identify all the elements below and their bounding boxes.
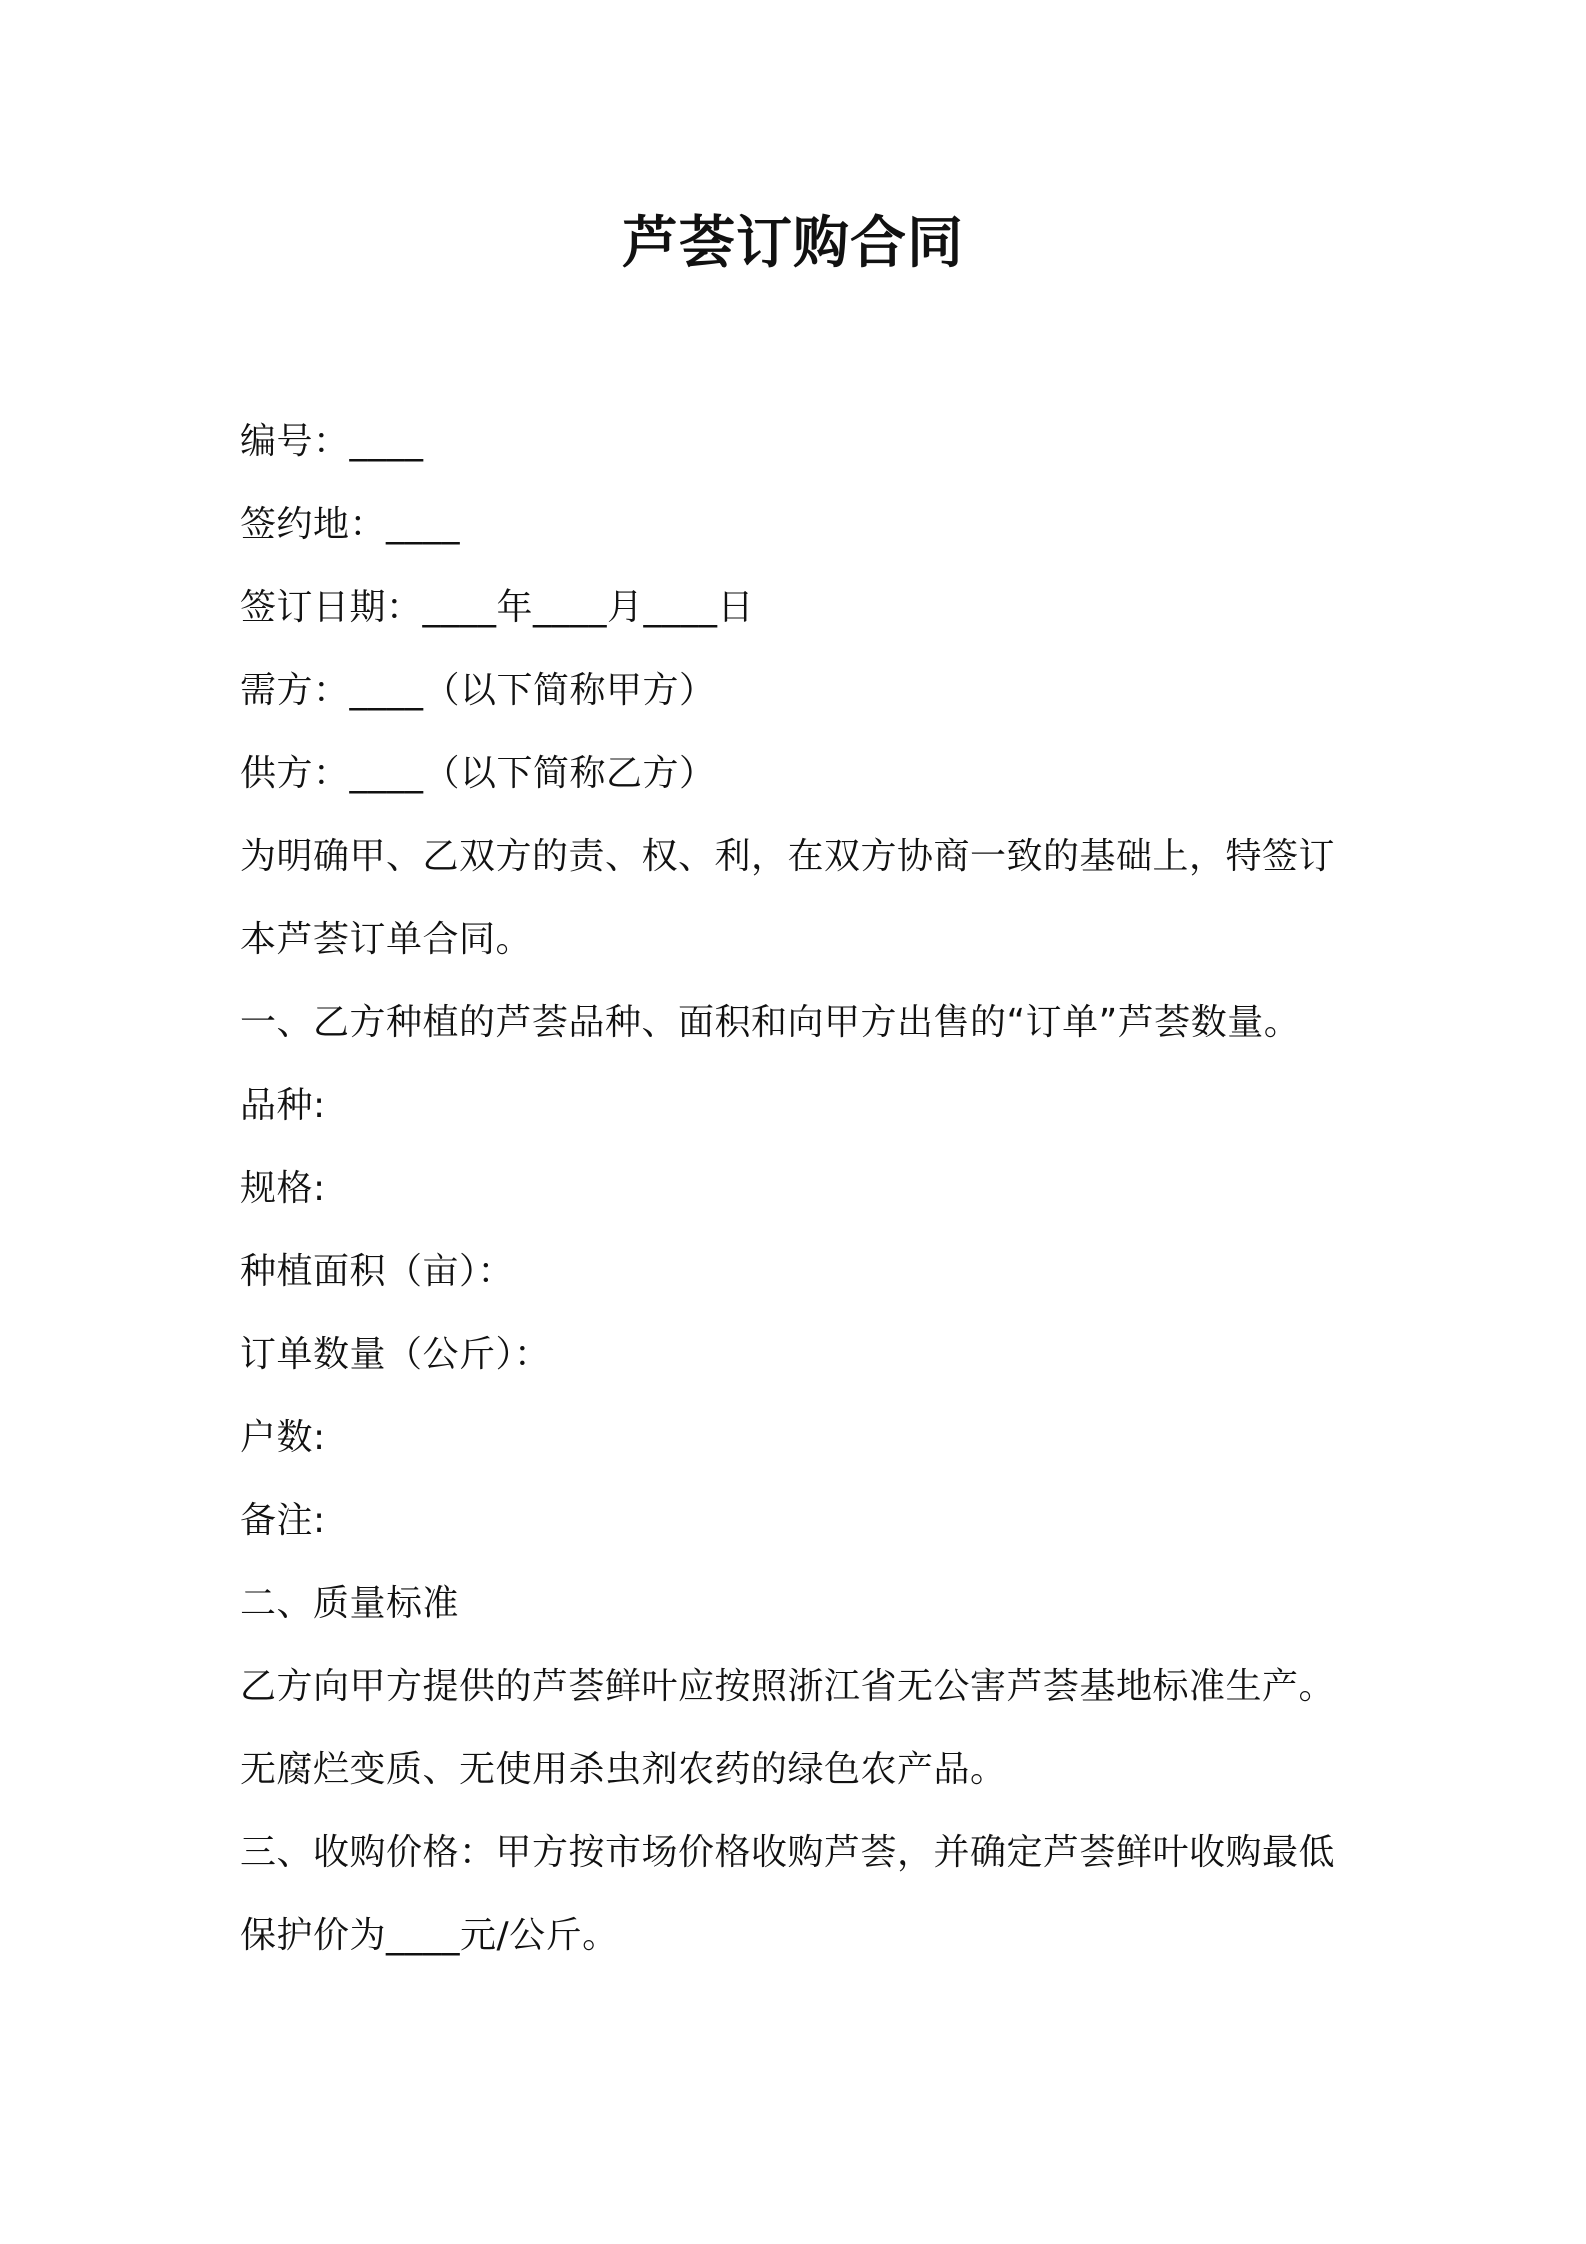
- section-2-heading: 二、质量标准: [240, 1583, 460, 1624]
- planting-area-field: 种植面积（亩）：: [240, 1251, 515, 1292]
- buyer-line: 需方：____（以下简称甲方）: [240, 670, 716, 711]
- quality-line-1: 乙方向甲方提供的芦荟鲜叶应按照浙江省无公害芦荟基地标准生产。: [240, 1666, 1336, 1707]
- document-body: [240, 400, 1360, 1977]
- remarks-field: 备注:: [240, 1500, 326, 1541]
- contract-number-line: 编号：____: [240, 421, 424, 462]
- supplier-line: 供方：____（以下简称乙方）: [240, 753, 716, 794]
- preamble-line-1: 为明确甲、乙双方的责、权、利，在双方协商一致的基础上，特签订: [240, 836, 1336, 877]
- household-count-field: 户数:: [240, 1417, 326, 1458]
- variety-field: 品种:: [240, 1085, 326, 1126]
- specification-field: 规格:: [240, 1168, 326, 1209]
- signing-date-line: 签订日期：____年____月____日: [240, 587, 755, 628]
- price-line: 保护价为____元/公斤。: [240, 1915, 619, 1956]
- preamble-line-2: 本芦荟订单合同。: [240, 919, 533, 960]
- document-title: 芦荟订购合同: [622, 211, 964, 276]
- section-1-heading: 一、乙方种植的芦荟品种、面积和向甲方出售的“订单”芦荟数量。: [240, 1002, 1301, 1043]
- section-3-heading: 三、收购价格：甲方按市场价格收购芦荟，并确定芦荟鲜叶收购最低: [240, 1832, 1336, 1873]
- quality-line-2: 无腐烂变质、无使用杀虫剂农药的绿色农产品。: [240, 1749, 1007, 1790]
- order-quantity-field: 订单数量（公斤）：: [240, 1334, 551, 1375]
- signing-place-line: 签约地：____: [240, 504, 461, 545]
